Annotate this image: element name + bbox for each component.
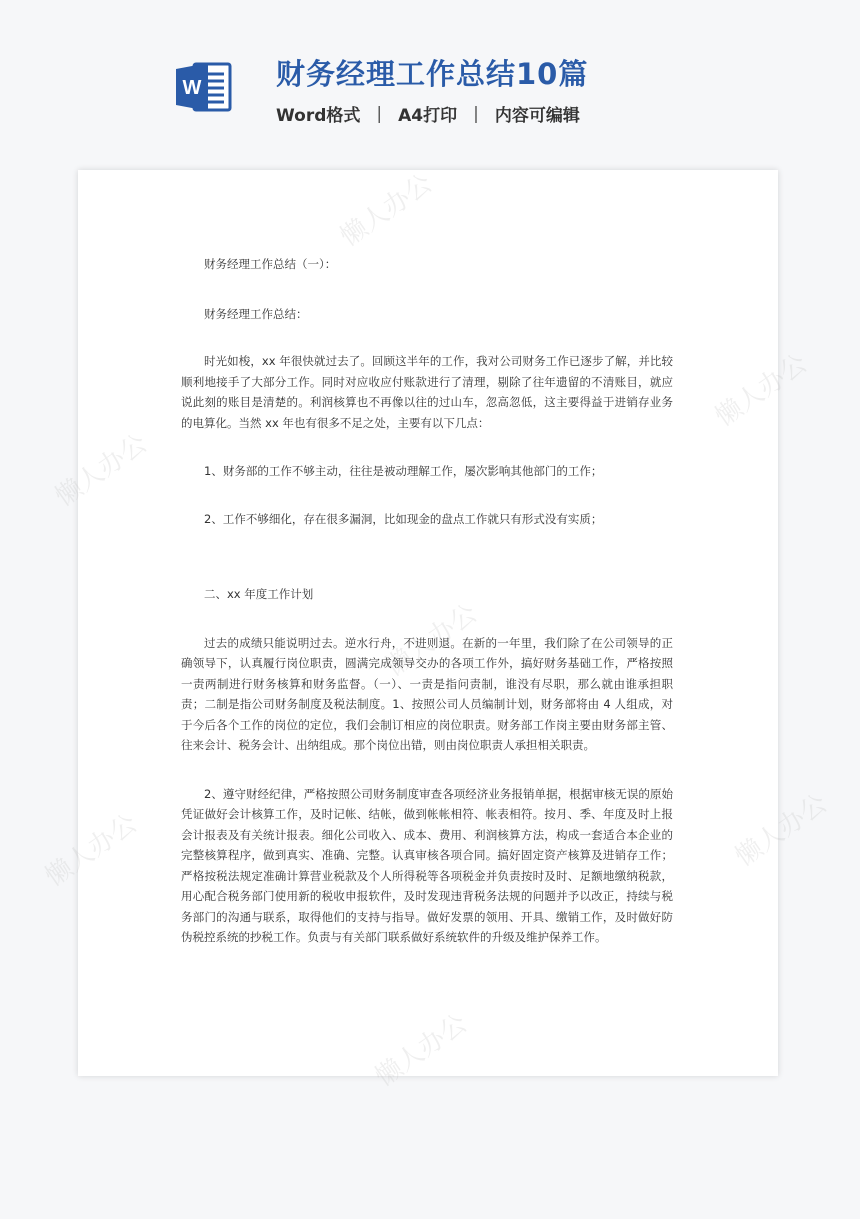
page-title: 财务经理工作总结10篇: [276, 57, 589, 91]
document-heading: 财务经理工作总结（一）：: [204, 257, 337, 271]
watermark: 懒人办公: [380, 598, 483, 683]
watermark: 懒人办公: [50, 428, 153, 513]
list-item: 2、工作不够细化，存在很多漏洞，比如现金的盘点工作就只有形式没有实质；: [204, 511, 603, 526]
format-tags: [276, 101, 580, 126]
watermark: 懒人办公: [710, 348, 813, 433]
svg-text:W: W: [182, 77, 202, 99]
document-page: [40, 168, 833, 1093]
paragraph: 2、遵守财经纪律，严格按照公司财务制度审查各项经济业务报销单据，根据审核无误的原始凭证做好会计核算工作，及时记帐、结帐，做到帐帐相符、帐表相符。按月、季、年度及时上报会计报表及有关统计报表。细化公司收入、成本、费用、利润核算方法，构成一套适合本企业的完整核算程序，做到真实、准确、完整。认真审核各项合同。搞好固定资产核算及进销存工作；严格按税法规定准确计算营业税款及个人所得税等各项税金并负责按时及时、足额地缴纳税款，用心配合税务部门使用新的税收申报软件，及时发现违背税务法规的问题并予以改正，持续与税务部门的沟通与联系，取得他们的支持与指导。做好发票的领用、开具、缴销工作，及时做好防伪税控系统的抄税工作。负责与有关部门联系做好系统软件的升级及维护保养工作。: [181, 786, 673, 944]
word-document-icon: [176, 60, 232, 114]
paragraph: 时光如梭，xx 年很快就过去了。回顾这半年的工作，我对公司财务工作已逐步了解，并比较顺利地接手了大部分工作。同时对应收应付账款进行了清理，剔除了往年遗留的不清账目，就应说此刻的账目是清楚的。利润核算也不再像以往的过山车，忽高忽低，这主要得益于进销存业务的电算化。当然 xx 年也有很多不足之处，主要有以下几点：: [181, 354, 673, 430]
section-heading: 二、xx 年度工作计划: [204, 587, 314, 601]
tag-separator: |: [473, 103, 479, 124]
tag-editable: 内容可编辑: [494, 106, 580, 126]
watermark: 懒人办公: [335, 168, 438, 253]
watermark: 懒人办公: [370, 1008, 473, 1093]
document-body: [181, 254, 673, 948]
watermark: 懒人办公: [40, 808, 143, 893]
tag-word-format: Word格式: [276, 106, 361, 126]
document-subheading: 财务经理工作总结：: [204, 306, 308, 321]
watermark: 懒人办公: [730, 788, 833, 873]
tag-a4-print: A4打印: [398, 106, 458, 126]
paragraph: 过去的成绩只能说明过去。逆水行舟，不进则退。在新的一年里，我们除了在公司领导的正确领导下，认真履行岗位职责，圆满完成领导交办的各项工作外，搞好财务基础工作，严格按照一责两制进行财务核算和财务监督。（一）、一责是指问责制，谁没有尽职，那么就由谁承担职责；二制是指公司财务制度及税法制度。1、按照公司人员编制计划，财务部将由 4 人组成，对于今后各个工作的岗位的定位，我们会制订相应的岗位职责。财务部工作岗主要由财务部主管、往来会计、税务会计、出纳组成。那个岗位出错，则由岗位职责人承担相关职责。: [181, 635, 673, 752]
page-header: [0, 0, 860, 150]
tag-separator: |: [376, 103, 383, 124]
list-item: 1、财务部的工作不够主动，往往是被动理解工作，屡次影响其他部门的工作；: [204, 464, 603, 478]
